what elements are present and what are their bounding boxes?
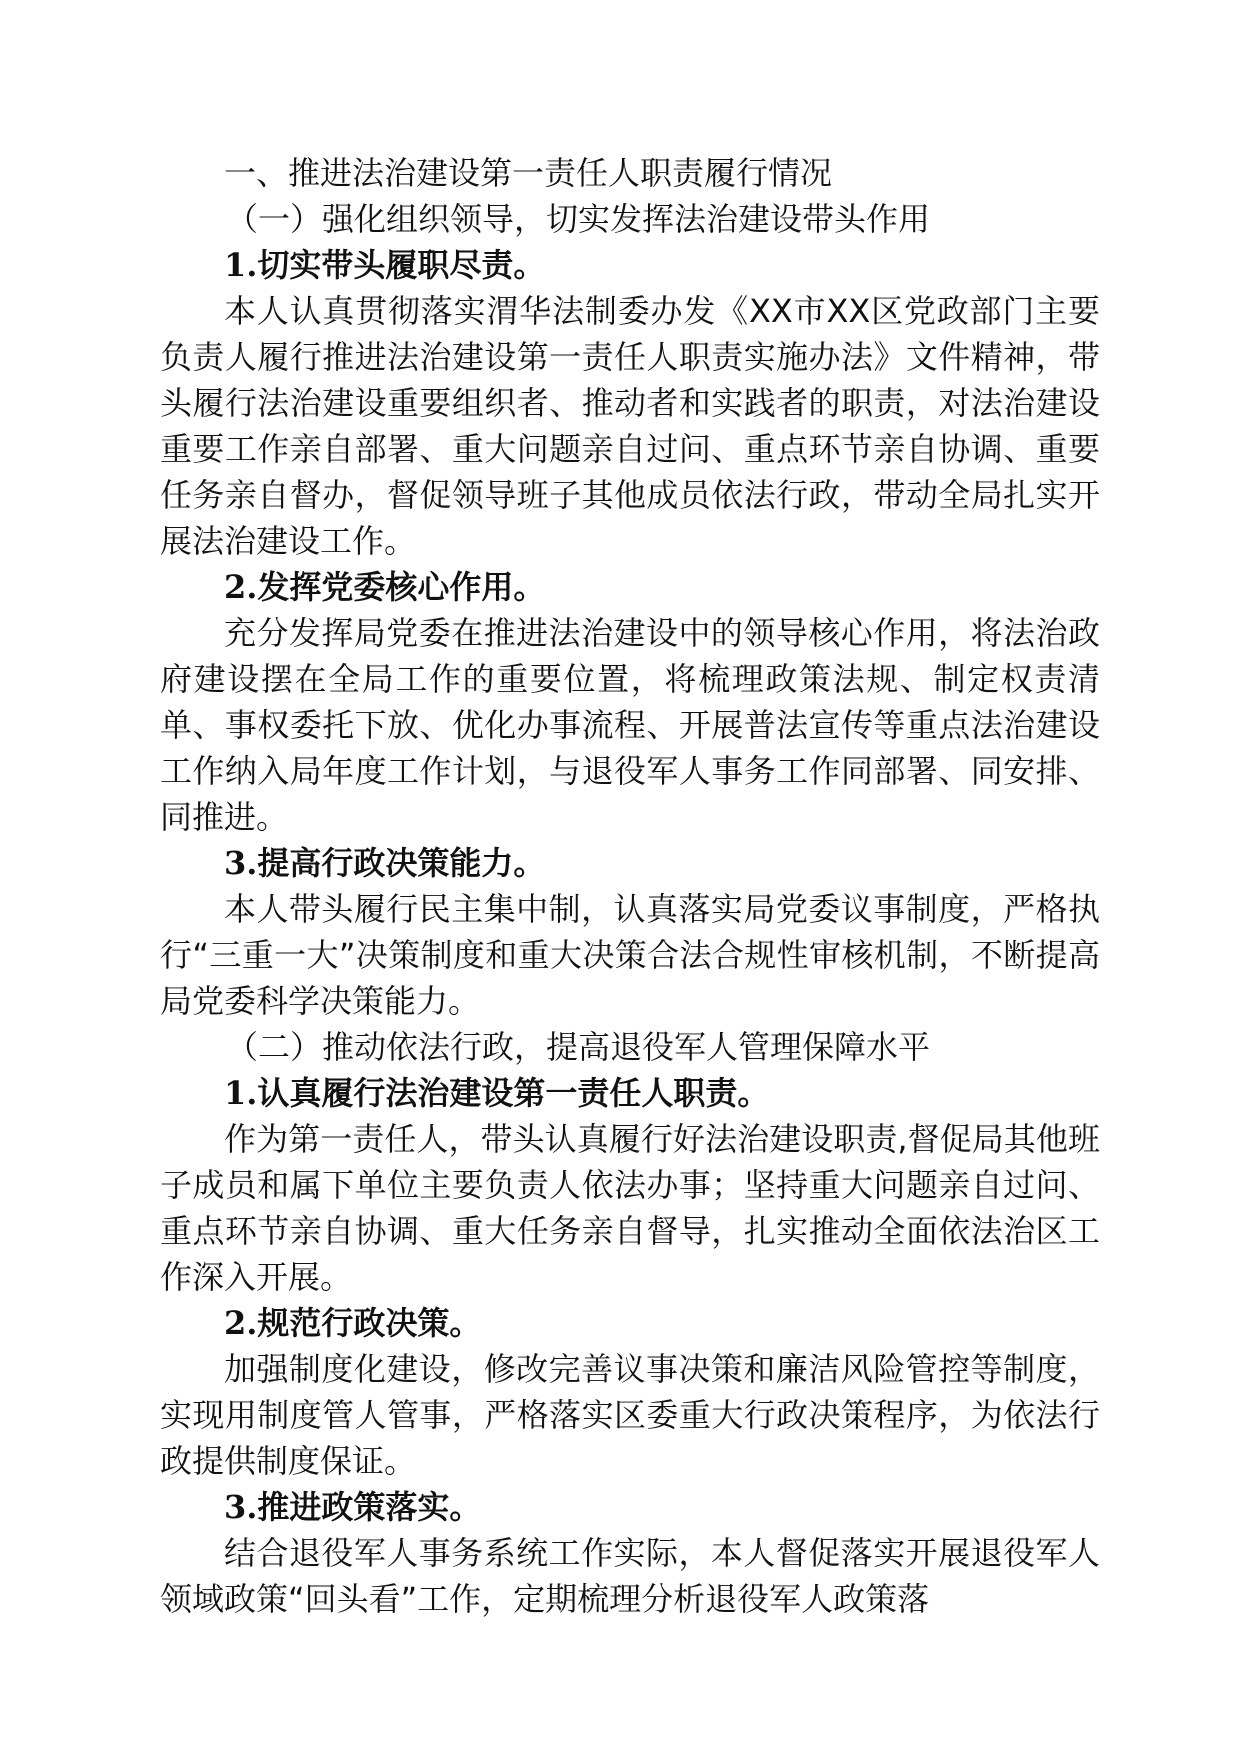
item-heading: 3.推进政策落实。 bbox=[224, 1488, 482, 1526]
item-heading: 3.提高行政决策能力。 bbox=[224, 844, 546, 882]
paragraph: 充分发挥局党委在推进法治建设中的领导核心作用，将法治政府建设摆在全局工作的重要位置，将梳理政策法规、制定权责清单、事权委托下放、优化办事流程、开展普法宣传等重点法治建设工作纳入局年度工作计划，与退役军人事务工作同部署、同安排、同推进。 bbox=[160, 614, 1100, 836]
paragraph: 结合退役军人事务系统工作实际，本人督促落实开展退役军人领域政策“回头看”工作，定期梳理分析退役军人政策落 bbox=[160, 1534, 1100, 1618]
paragraph: 本人带头履行民主集中制，认真落实局党委议事制度，严格执行“三重一大”决策制度和重大决策合法合规性审核机制，不断提高局党委科学决策能力。 bbox=[160, 890, 1100, 1020]
section-heading: 一、推进法治建设第一责任人职责履行情况 bbox=[224, 154, 833, 192]
subsection-heading: （二）推动依法行政，提高退役军人管理保障水平 bbox=[226, 1028, 931, 1066]
item-heading: 2.发挥党委核心作用。 bbox=[224, 568, 546, 606]
subsection-heading: （一）强化组织领导，切实发挥法治建设带头作用 bbox=[226, 200, 931, 238]
paragraph: 加强制度化建设，修改完善议事决策和廉洁风险管控等制度，实现用制度管人管事，严格落实区委重大行政决策程序，为依法行政提供制度保证。 bbox=[160, 1350, 1100, 1480]
item-heading: 1.切实带头履职尽责。 bbox=[224, 246, 546, 284]
item-heading: 2.规范行政决策。 bbox=[224, 1304, 482, 1342]
paragraph: 本人认真贯彻落实渭华法制委办发《XX市XX区党政部门主要负责人履行推进法治建设第一责任人职责实施办法》文件精神，带头履行法治建设重要组织者、推动者和实践者的职责，对法治建设重要工作亲自部署、重大问题亲自过问、重点环节亲自协调、重要任务亲自督办，督促领导班子其他成员依法行政，带动全局扎实开展法治建设工作。 bbox=[160, 292, 1100, 560]
item-heading: 1.认真履行法治建设第一责任人职责。 bbox=[224, 1074, 770, 1112]
document-page bbox=[160, 150, 1100, 1622]
paragraph: 作为第一责任人，带头认真履行好法治建设职责,督促局其他班子成员和属下单位主要负责人依法办事；坚持重大问题亲自过问、重点环节亲自协调、重大任务亲自督导，扎实推动全面依法治区工作深入开展。 bbox=[160, 1120, 1100, 1296]
